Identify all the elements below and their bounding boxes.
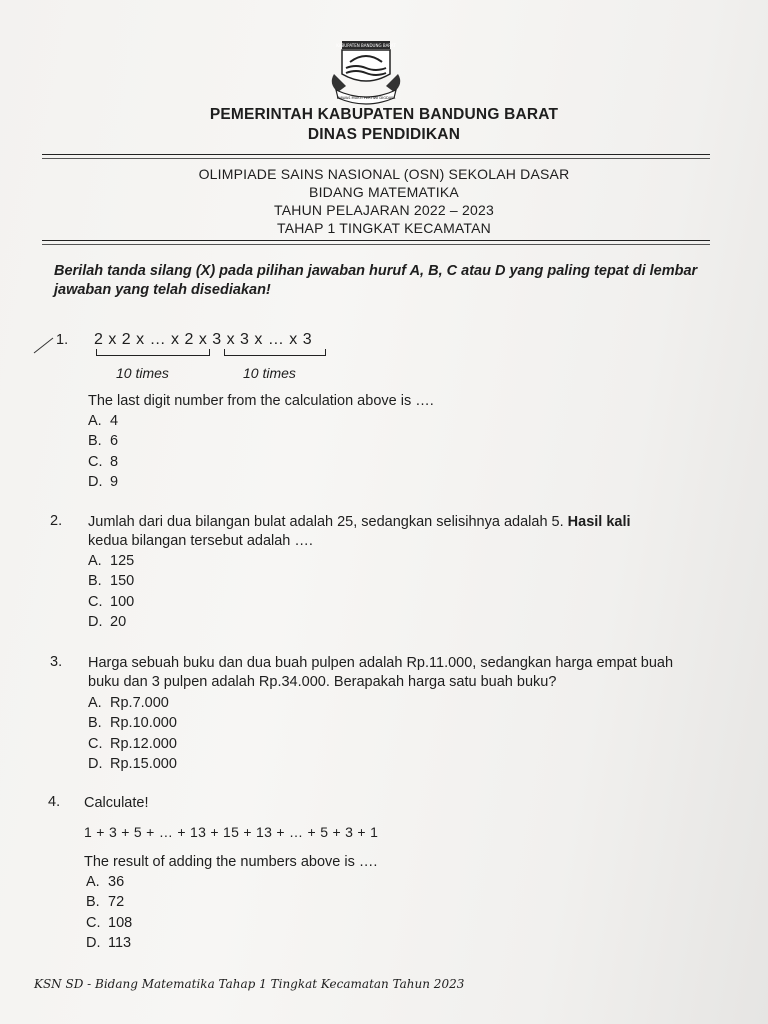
q3-option-d[interactable]: D. Rp.15.000 (88, 755, 177, 772)
page-footer: KSN SD - Bidang Matematika Tahap 1 Tingkat Kecamatan Tahun 2023 (34, 977, 465, 991)
exam-title-2: BIDANG MATEMATIKA (309, 184, 459, 200)
q2-option-d[interactable]: D. 20 (88, 613, 127, 630)
government-title: PEMERINTAH KABUPATEN BANDUNG BARAT (209, 106, 559, 123)
q1-option-a[interactable]: A. 4 (88, 413, 119, 429)
q1-text: The last digit number from the calculation above is …. (88, 393, 434, 409)
q4-option-b[interactable]: B. 72 (86, 894, 125, 911)
q4-option-c[interactable]: C. 108 (86, 914, 133, 931)
q2-number: 2. (50, 513, 63, 529)
q2-text: Jumlah dari dua bilangan bulat adalah 25, sedangkan selisihnya adalah 5. Hasil kali kedua bilangan tersebut adalah …. (88, 514, 631, 549)
q2-option-a[interactable]: A. 125 (88, 553, 135, 569)
q4-number: 4. (48, 794, 61, 810)
q4-option-d[interactable]: D. 113 (86, 934, 132, 951)
q4-text: Calculate! (84, 795, 149, 811)
header-rule-top (42, 154, 710, 155)
q4-question: The result of adding the numbers above is …. (84, 854, 378, 870)
q3-option-a[interactable]: A. Rp.7.000 (88, 695, 169, 711)
exam-title-3: TAHUN PELAJARAN 2022 – 2023 (274, 202, 494, 218)
q1-brace-right (224, 349, 326, 356)
svg-text:WAWAS MUKTI PERTIWI DIGDAYA: WAWAS MUKTI PERTIWI DIGDAYA (336, 96, 396, 100)
q1-expression: 2 x 2 x … x 2 x 3 x 3 x … x 3 (94, 331, 313, 348)
q4-sequence: 1 + 3 + 5 + … + 13 + 15 + 13 + … + 5 + 3 + 1 (84, 824, 379, 840)
q2-option-b[interactable]: B. 150 (88, 573, 135, 590)
q1-brace-right-label: 10 times (243, 365, 296, 381)
q1-option-d[interactable]: D. 9 (88, 473, 119, 490)
q1-number: 1. (56, 332, 69, 348)
department-title: DINAS PENDIDIKAN (307, 126, 461, 143)
q4-options (86, 872, 132, 953)
q1-brace-left-label: 10 times (116, 365, 169, 381)
q3-options (88, 693, 177, 774)
q1-brace-left (96, 349, 210, 356)
q4-option-a[interactable]: A. 36 (86, 874, 125, 890)
q2-options (88, 551, 134, 632)
svg-text:KABUPATEN BANDUNG BARAT: KABUPATEN BANDUNG BARAT (336, 43, 396, 48)
q1-option-b[interactable]: B. 6 (88, 433, 119, 450)
q1-options (88, 411, 118, 492)
q3-option-c[interactable]: C. Rp.12.000 (88, 735, 177, 752)
exam-title-4: TAHAP 1 TINGKAT KECAMATAN (276, 220, 491, 236)
pen-tick-mark-icon (33, 336, 55, 354)
instruction-text: Berilah tanda silang (X) pada pilihan jawaban huruf A, B, C atau D yang paling tepat di lembar jawaban yang telah disediakan! (54, 263, 698, 298)
header-rule-top-thin (42, 158, 710, 159)
q3-option-b[interactable]: B. Rp.10.000 (88, 715, 177, 732)
q3-text: Harga sebuah buku dan dua buah pulpen adalah Rp.11.000, sedangkan harga empat buah buku dan 3 pulpen adalah Rp.34.000. Berapakah harga satu buah buku? (88, 655, 674, 690)
q1-option-c[interactable]: C. 8 (88, 453, 119, 470)
header-rule-bottom (42, 240, 710, 241)
q2-option-c[interactable]: C. 100 (88, 593, 135, 610)
exam-title-1: OLIMPIADE SAINS NASIONAL (OSN) SEKOLAH DASAR (198, 166, 570, 182)
regency-emblem-icon (326, 40, 406, 106)
q3-number: 3. (50, 654, 63, 670)
header-rule-bottom-thin (42, 244, 710, 245)
